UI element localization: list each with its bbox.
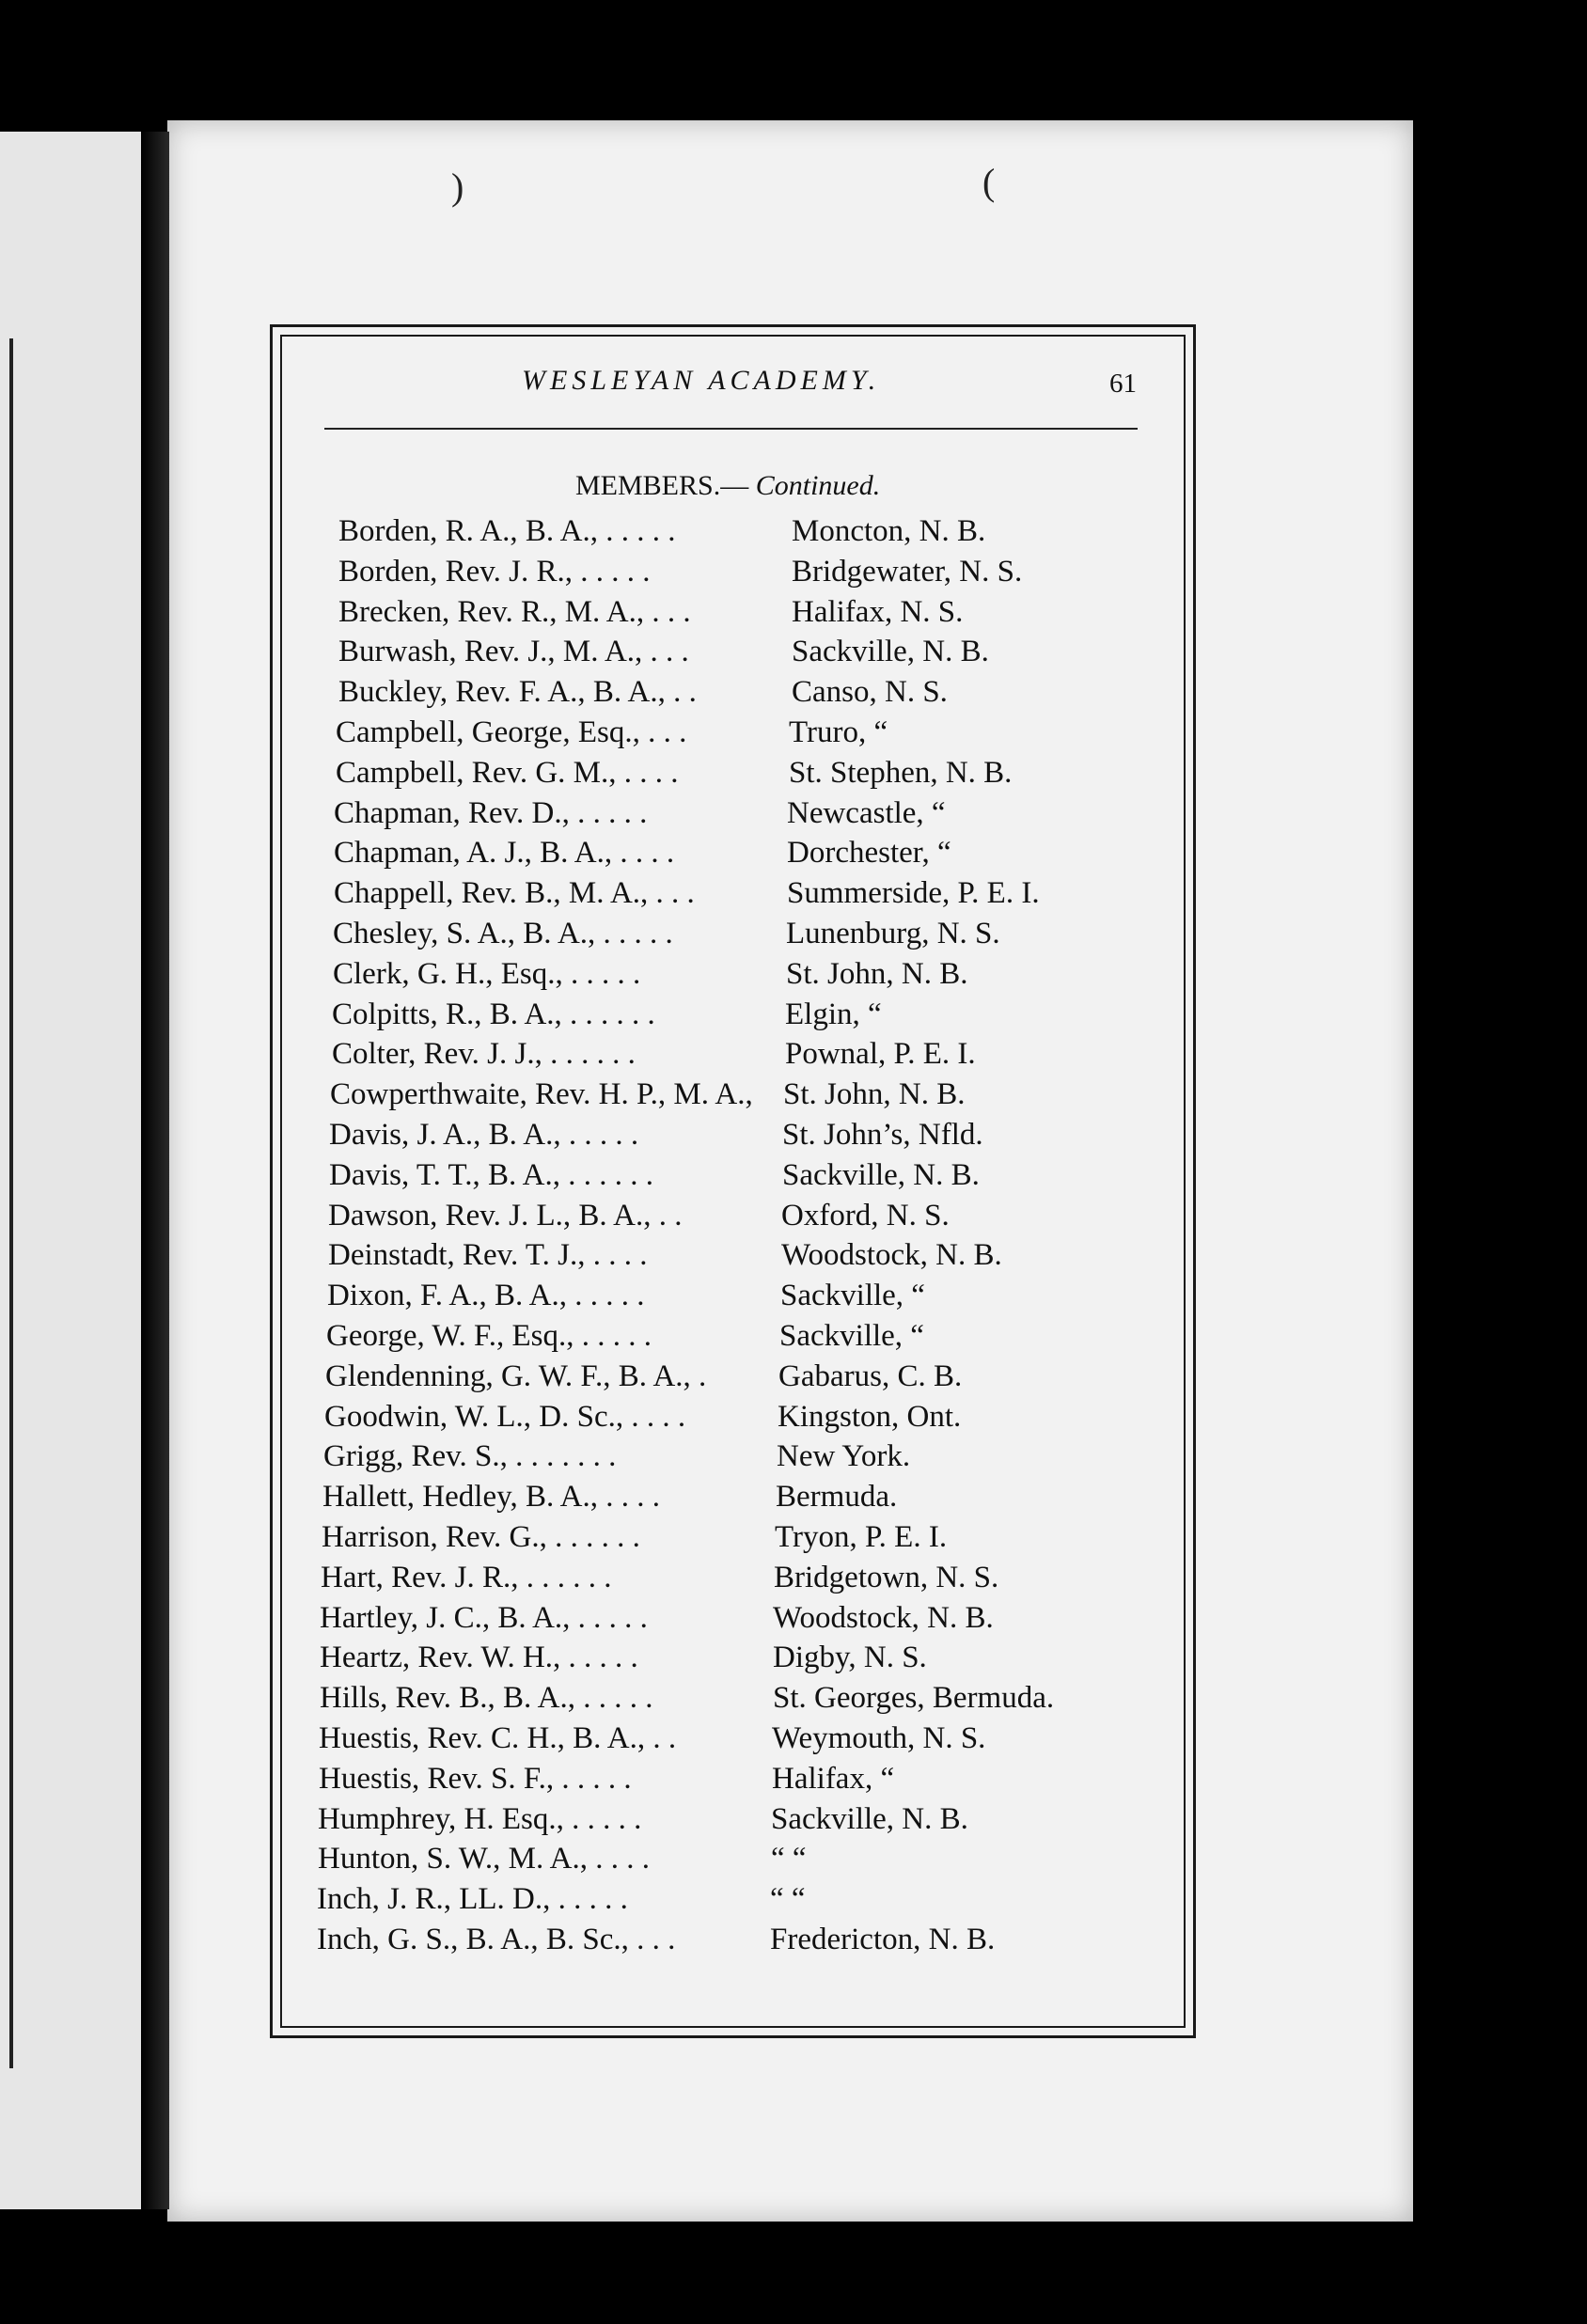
member-location: Sackville, “ xyxy=(780,1279,925,1313)
member-location: Weymouth, N. S. xyxy=(772,1720,986,1755)
list-item xyxy=(323,1437,1147,1478)
list-item xyxy=(324,1398,1147,1438)
member-name: Inch, G. S., B. A., B. Sc., . . . xyxy=(317,1922,676,1956)
section-heading xyxy=(575,470,880,502)
member-location: New York. xyxy=(777,1439,911,1474)
member-name: Borden, R. A., B. A., . . . . . xyxy=(338,514,676,548)
list-item xyxy=(328,1236,1147,1277)
member-name: Goodwin, W. L., D. Sc., . . . . xyxy=(324,1399,686,1434)
member-location: Halifax, “ xyxy=(772,1761,895,1796)
ink-mark: ) xyxy=(451,165,464,208)
list-item xyxy=(329,1116,1147,1156)
list-item xyxy=(338,633,1147,673)
member-location: Woodstock, N. B. xyxy=(781,1238,1002,1273)
list-item xyxy=(320,1599,1147,1640)
list-item xyxy=(318,1800,1147,1841)
member-name: Harrison, Rev. G., . . . . . . xyxy=(322,1519,640,1554)
member-location: Bridgetown, N. S. xyxy=(774,1560,999,1594)
member-name: Borden, Rev. J. R., . . . . . xyxy=(338,554,651,589)
member-name: Hallett, Hedley, B. A., . . . . xyxy=(322,1480,660,1515)
list-item xyxy=(338,714,1147,754)
list-item xyxy=(321,1559,1147,1599)
list-item xyxy=(327,1277,1147,1317)
member-location: “ “ xyxy=(771,1842,807,1876)
list-item xyxy=(319,1760,1147,1800)
list-item xyxy=(333,915,1147,955)
ink-mark: ( xyxy=(982,161,996,203)
list-item xyxy=(338,553,1147,593)
member-name: Chapman, A. J., B. A., . . . . xyxy=(334,836,675,871)
spine-shadow xyxy=(141,132,169,2209)
member-name: Davis, J. A., B. A., . . . . . xyxy=(329,1117,639,1152)
left-page-edge xyxy=(0,132,146,2209)
list-item xyxy=(328,1197,1147,1237)
list-item xyxy=(326,1317,1147,1358)
member-location: Sackville, “ xyxy=(779,1318,924,1353)
list-item xyxy=(322,1478,1147,1518)
header-rule xyxy=(324,428,1138,430)
member-location: St. John, N. B. xyxy=(786,956,968,991)
list-item xyxy=(333,955,1147,996)
member-location: Lunenburg, N. S. xyxy=(786,916,1000,950)
member-location: Tryon, P. E. I. xyxy=(775,1519,948,1554)
member-location: Halifax, N. S. xyxy=(792,594,964,629)
list-item xyxy=(334,874,1147,915)
list-item xyxy=(322,1518,1147,1559)
list-item xyxy=(330,1076,1147,1116)
member-name: Dixon, F. A., B. A., . . . . . xyxy=(327,1279,645,1313)
member-name: Hunton, S. W., M. A., . . . . xyxy=(318,1842,650,1876)
member-name: Clerk, G. H., Esq., . . . . . xyxy=(333,956,641,991)
member-location: Sackville, N. B. xyxy=(792,635,989,669)
member-location: “ “ xyxy=(770,1882,806,1917)
member-name: Chapman, Rev. D., . . . . . xyxy=(334,795,648,830)
member-location: Bridgewater, N. S. xyxy=(792,554,1023,589)
member-location: Summerside, P. E. I. xyxy=(787,876,1040,911)
member-location: Kingston, Ont. xyxy=(778,1399,962,1434)
member-name: Grigg, Rev. S., . . . . . . . xyxy=(323,1439,617,1474)
member-location: Dorchester, “ xyxy=(787,836,951,871)
member-location: Oxford, N. S. xyxy=(781,1198,950,1233)
member-location: St. Stephen, N. B. xyxy=(789,755,1013,790)
member-location: Sackville, N. B. xyxy=(771,1801,968,1836)
list-item xyxy=(317,1921,1147,1961)
member-name: Hartley, J. C., B. A., . . . . . xyxy=(320,1600,648,1635)
member-location: Woodstock, N. B. xyxy=(773,1600,994,1635)
member-name: George, W. F., Esq., . . . . . xyxy=(326,1318,652,1353)
member-name: Heartz, Rev. W. H., . . . . . xyxy=(320,1641,638,1675)
member-location: Fredericton, N. B. xyxy=(770,1922,996,1956)
section-title: MEMBERS.— xyxy=(575,470,749,501)
member-location: Truro, “ xyxy=(789,714,888,749)
list-item xyxy=(332,996,1147,1036)
member-location: Canso, N. S. xyxy=(792,675,948,710)
member-name: Buckley, Rev. F. A., B. A., . . xyxy=(338,675,697,710)
member-name: Cowperthwaite, Rev. H. P., M. A., xyxy=(330,1077,753,1112)
member-name: Deinstadt, Rev. T. J., . . . . xyxy=(328,1238,648,1273)
list-item xyxy=(329,1156,1147,1197)
member-name: Hart, Rev. J. R., . . . . . . xyxy=(321,1560,612,1594)
member-name: Campbell, Rev. G. M., . . . . xyxy=(336,755,679,790)
left-page-rule xyxy=(0,338,13,2068)
member-name: Colpitts, R., B. A., . . . . . . xyxy=(332,997,655,1031)
list-item xyxy=(338,673,1147,714)
list-item xyxy=(338,754,1147,794)
member-name: Inch, J. R., LL. D., . . . . . xyxy=(317,1882,628,1917)
member-name: Brecken, Rev. R., M. A., . . . xyxy=(338,594,691,629)
member-location: Bermuda. xyxy=(776,1480,898,1515)
member-name: Chappell, Rev. B., M. A., . . . xyxy=(334,876,695,911)
list-item xyxy=(325,1358,1147,1398)
member-name: Huestis, Rev. S. F., . . . . . xyxy=(319,1761,632,1796)
member-location: Moncton, N. B. xyxy=(792,514,986,548)
list-item xyxy=(332,1035,1147,1076)
member-name: Humphrey, H. Esq., . . . . . xyxy=(318,1801,642,1836)
member-location: Digby, N. S. xyxy=(773,1641,927,1675)
member-location: Newcastle, “ xyxy=(787,795,946,830)
list-item xyxy=(318,1840,1147,1880)
member-name: Burwash, Rev. J., M. A., . . . xyxy=(338,635,689,669)
member-location: Elgin, “ xyxy=(785,997,882,1031)
member-location: St. John, N. B. xyxy=(783,1077,966,1112)
list-item xyxy=(320,1639,1147,1679)
member-list xyxy=(317,512,1147,1961)
running-header: WESLEYAN ACADEMY. xyxy=(522,365,881,396)
member-location: Pownal, P. E. I. xyxy=(785,1037,976,1072)
member-name: Campbell, George, Esq., . . . xyxy=(336,714,687,749)
list-item xyxy=(334,834,1147,874)
list-item xyxy=(338,593,1147,634)
list-item xyxy=(317,1880,1147,1921)
list-item xyxy=(338,512,1147,553)
member-location: St. John’s, Nfld. xyxy=(782,1117,983,1152)
member-location: St. Georges, Bermuda. xyxy=(773,1681,1055,1716)
list-item xyxy=(320,1679,1147,1719)
member-name: Dawson, Rev. J. L., B. A., . . xyxy=(328,1198,683,1233)
member-name: Glendenning, G. W. F., B. A., . xyxy=(325,1358,707,1393)
list-item xyxy=(334,794,1147,835)
member-name: Chesley, S. A., B. A., . . . . . xyxy=(333,916,673,950)
page-number: 61 xyxy=(1109,369,1137,399)
member-name: Colter, Rev. J. J., . . . . . . xyxy=(332,1037,636,1072)
member-location: Sackville, N. B. xyxy=(782,1157,980,1192)
member-name: Hills, Rev. B., B. A., . . . . . xyxy=(320,1681,653,1716)
continued-label: Continued. xyxy=(755,470,881,501)
member-name: Huestis, Rev. C. H., B. A., . . xyxy=(319,1720,677,1755)
member-location: Gabarus, C. B. xyxy=(778,1358,963,1393)
list-item xyxy=(319,1719,1147,1760)
member-name: Davis, T. T., B. A., . . . . . . xyxy=(329,1157,653,1192)
